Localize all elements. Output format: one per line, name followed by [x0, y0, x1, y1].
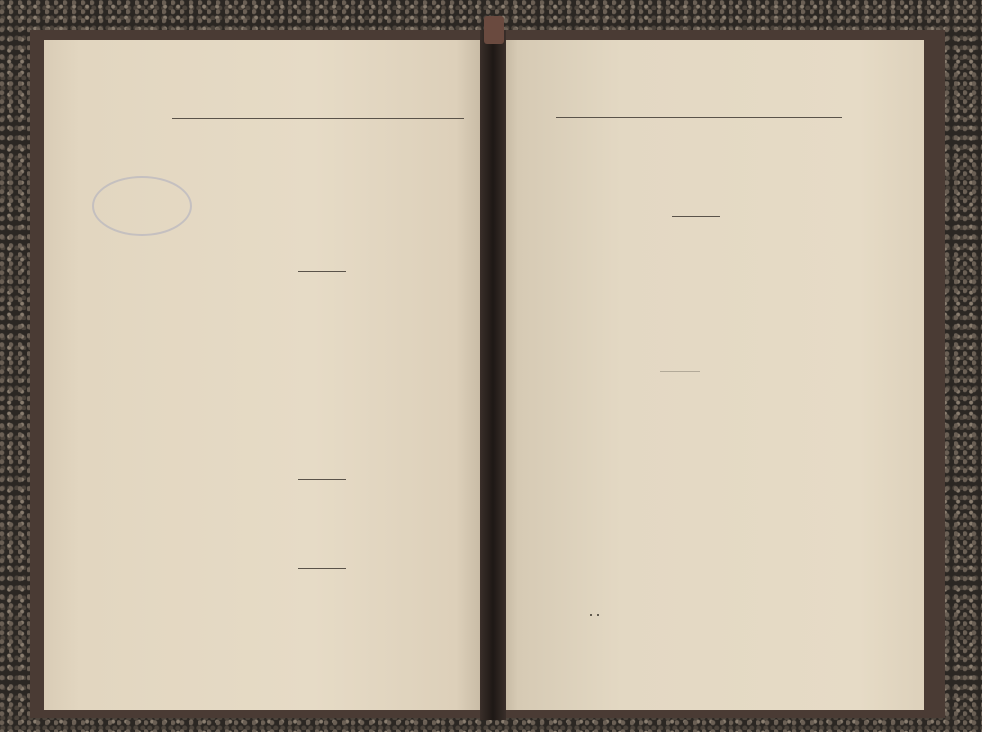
separator — [298, 479, 346, 480]
left-header-rule — [172, 118, 464, 119]
left-page — [44, 40, 492, 710]
right-header-rule — [556, 117, 842, 118]
ink-dot — [590, 614, 592, 616]
separator — [298, 568, 346, 569]
right-page — [492, 40, 924, 710]
book-gutter — [480, 30, 506, 720]
spine-tab — [484, 16, 504, 44]
bleed-rule — [660, 371, 700, 372]
library-stamp — [92, 176, 192, 236]
separator — [672, 216, 720, 217]
ink-dot — [597, 614, 599, 616]
separator — [298, 271, 346, 272]
